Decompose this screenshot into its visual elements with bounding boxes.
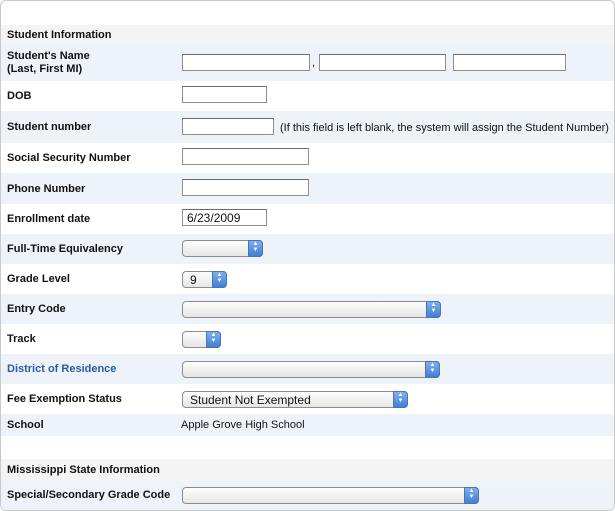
district-select[interactable] [182, 361, 440, 378]
fte-select[interactable] [182, 240, 263, 257]
track-select[interactable] [182, 331, 221, 348]
student-info-title: Student Information [7, 29, 112, 41]
enrollment-date-label: Enrollment date [7, 213, 91, 225]
student-name-format-label: (Last, First MI) [7, 63, 83, 75]
fee-exemption-row [1, 384, 614, 414]
last-name-input[interactable] [182, 54, 310, 71]
special-grade-select[interactable] [182, 487, 479, 504]
student-info-header [1, 25, 614, 45]
up-down-arrows-icon: ▲ ▼ [464, 487, 479, 504]
track-label: Track [7, 333, 36, 345]
fee-exemption-label: Fee Exemption Status [7, 393, 122, 405]
district-label-link[interactable]: District of Residence [7, 363, 117, 375]
name-separator: , [312, 57, 316, 69]
phone-label: Phone Number [7, 183, 86, 195]
special-grade-label: Special/Secondary Grade Code [7, 489, 171, 501]
dob-row [1, 81, 614, 111]
state-info-title: Mississippi State Information [7, 464, 160, 476]
up-down-arrows-icon: ▲ ▼ [393, 391, 408, 408]
grade-level-select[interactable] [182, 271, 227, 288]
ssn-input[interactable] [182, 148, 309, 165]
entry-code-label: Entry Code [7, 303, 66, 315]
special-grade-row [1, 481, 614, 511]
school-value: Apple Grove High School [181, 419, 305, 431]
up-down-arrows-icon: ▲ ▼ [425, 361, 440, 378]
student-number-input[interactable] [182, 118, 274, 135]
middle-initial-input[interactable] [453, 54, 566, 71]
fee-exemption-select[interactable] [182, 391, 408, 408]
ssn-row [1, 143, 614, 173]
student-number-label: Student number [7, 121, 92, 133]
up-down-arrows-icon: ▲ ▼ [212, 271, 227, 288]
entry-code-row [1, 294, 614, 324]
grade-level-selected-value: 9 [190, 273, 197, 287]
fee-exemption-selected-value: Student Not Exempted [190, 393, 311, 407]
grade-level-label: Grade Level [7, 273, 70, 285]
school-label: School [7, 419, 44, 431]
student-number-row [1, 111, 614, 143]
state-info-header [1, 459, 614, 481]
ssn-label: Social Security Number [7, 152, 131, 164]
school-row [1, 414, 614, 436]
district-row [1, 354, 614, 384]
up-down-arrows-icon: ▲ ▼ [248, 240, 263, 257]
enrollment-date-input[interactable] [182, 209, 267, 226]
dob-label: DOB [7, 90, 32, 102]
student-number-note: (If this field is left blank, the system will assign the Student Number) [280, 122, 609, 134]
fte-row [1, 234, 614, 264]
track-row [1, 324, 614, 354]
phone-row [1, 173, 614, 204]
student-name-label: Student's Name [7, 50, 90, 62]
first-name-input[interactable] [319, 54, 446, 71]
enrollment-date-row [1, 204, 614, 234]
up-down-arrows-icon: ▲ ▼ [206, 331, 221, 348]
grade-level-row [1, 264, 614, 294]
fte-label: Full-Time Equivalency [7, 243, 123, 255]
entry-code-select[interactable] [182, 301, 441, 318]
phone-input[interactable] [182, 179, 309, 196]
up-down-arrows-icon: ▲ ▼ [426, 301, 441, 318]
student-name-row [1, 45, 614, 81]
dob-input[interactable] [182, 86, 267, 103]
